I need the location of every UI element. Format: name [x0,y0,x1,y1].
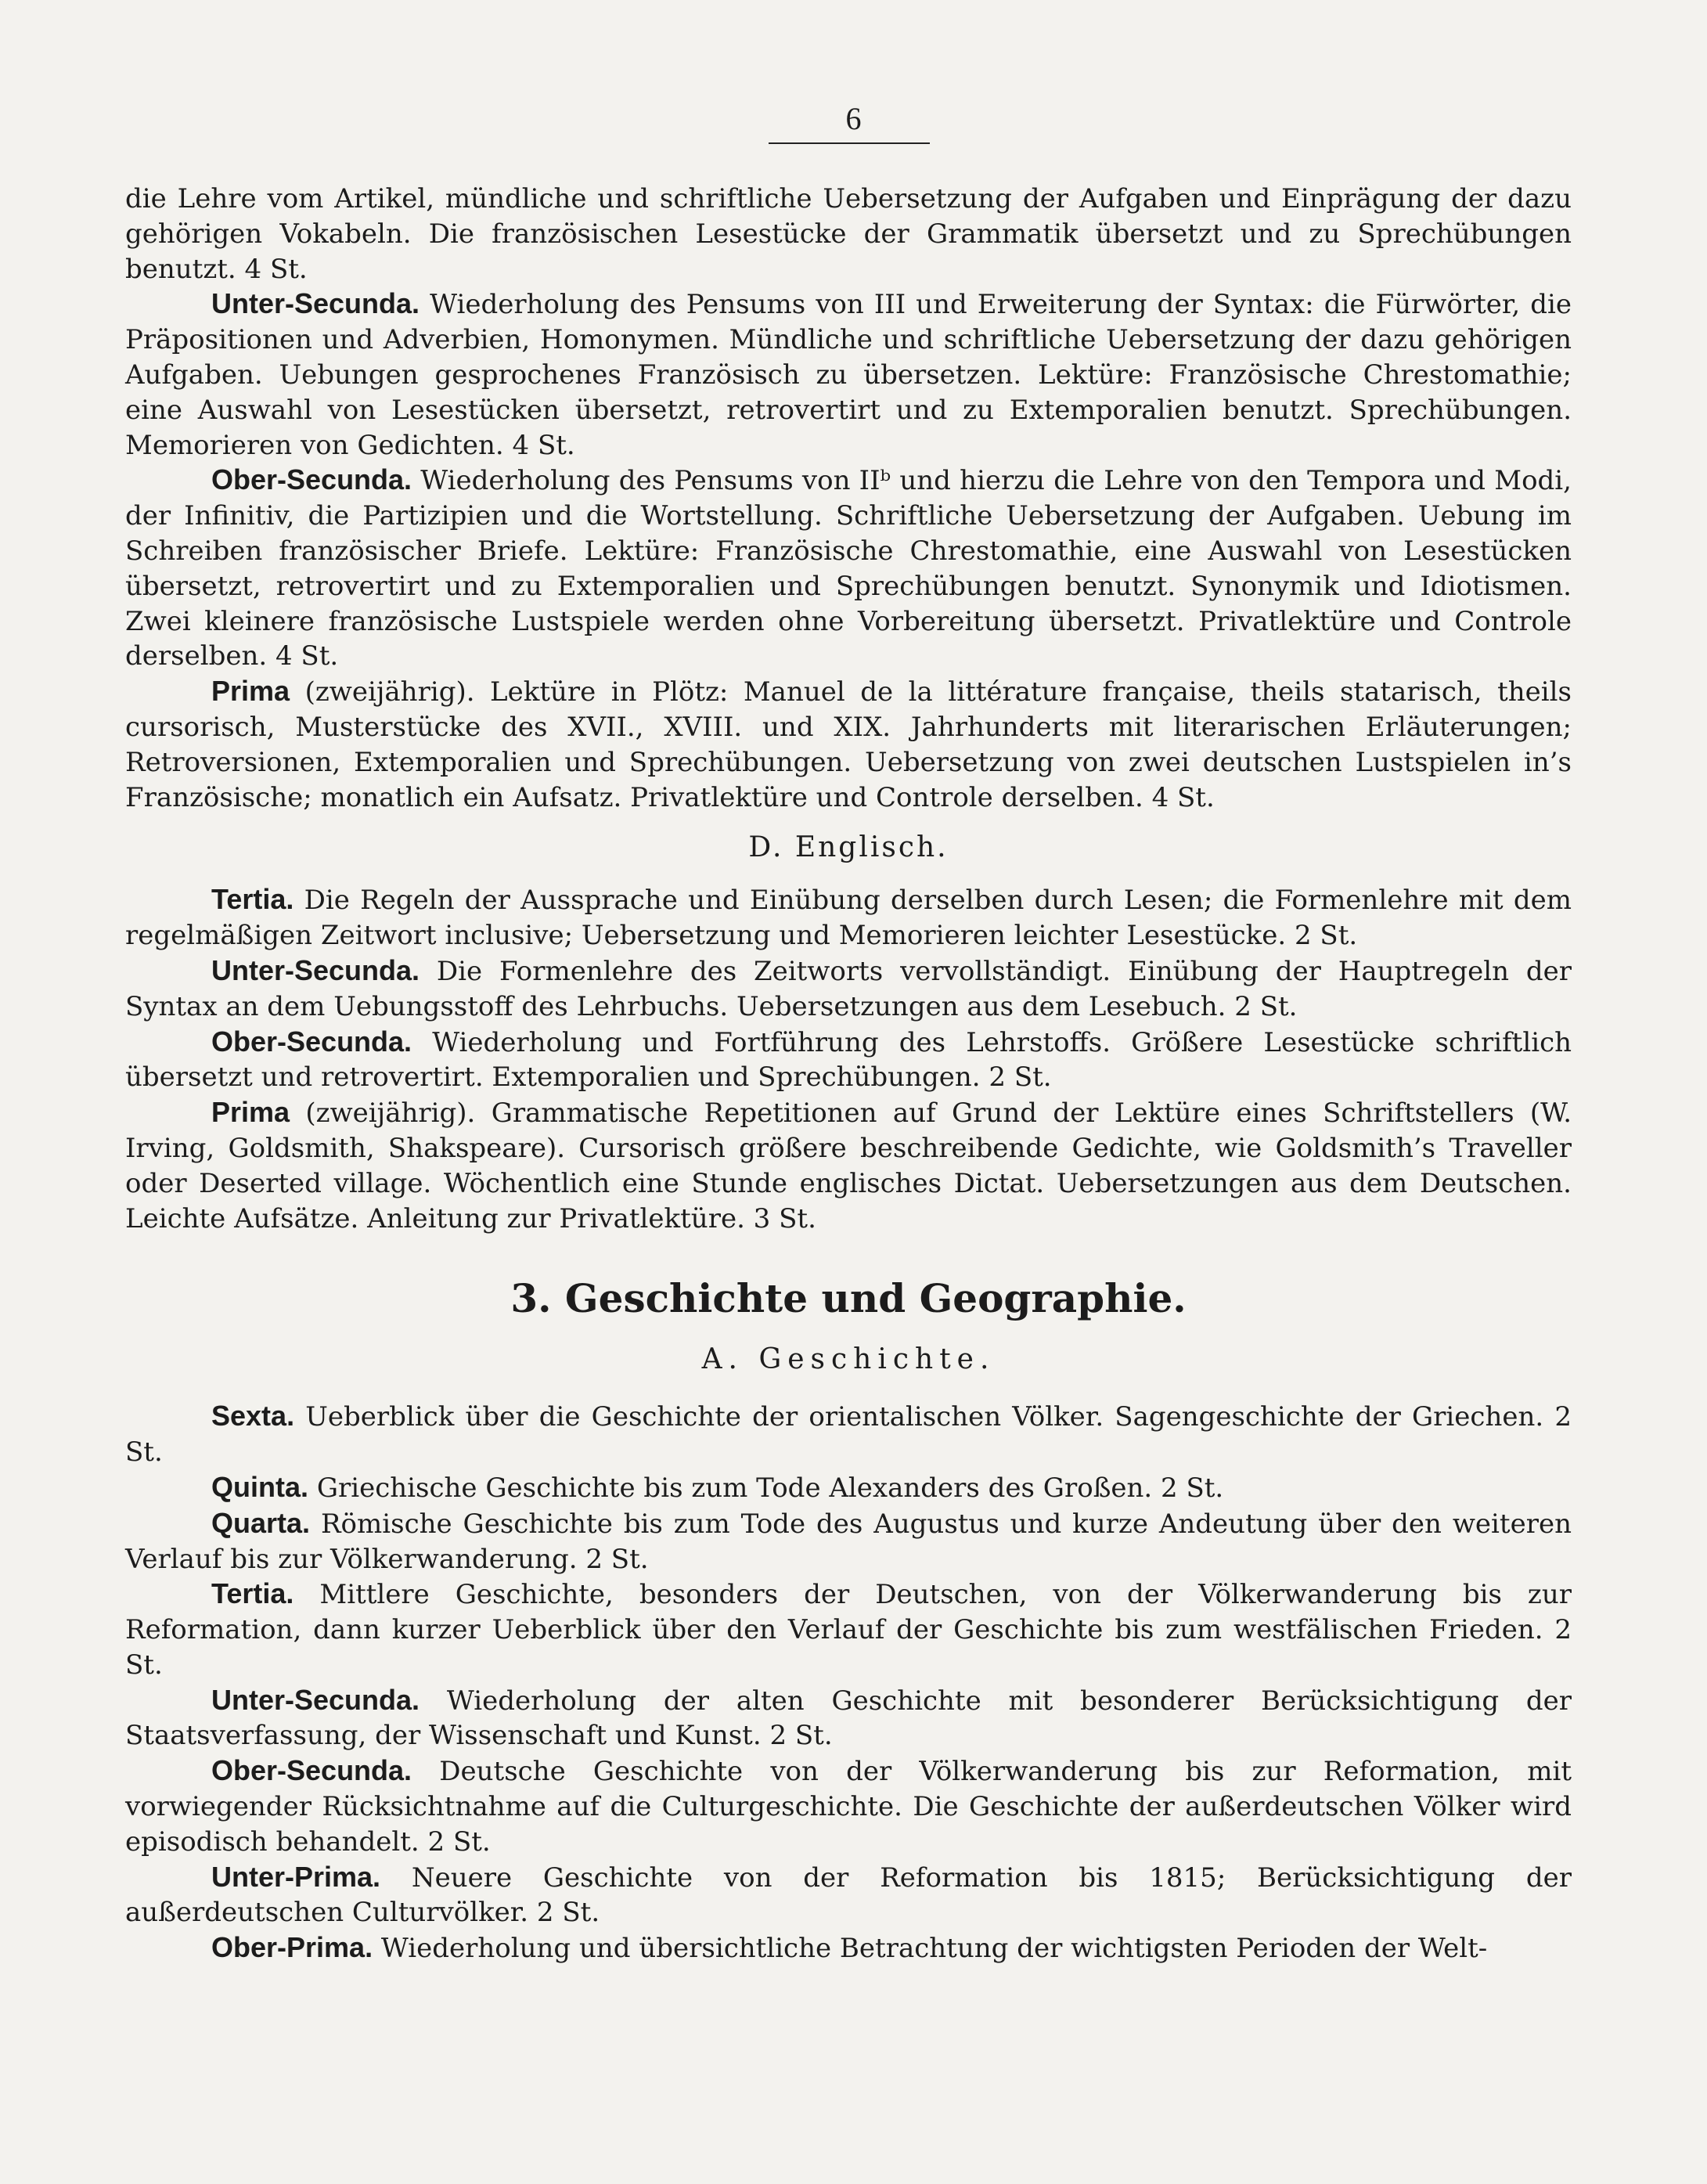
history-entry-quinta [125,1470,1572,1506]
french-entry-prima [125,674,1572,815]
page-number: 6 [845,101,862,136]
entry-label: Unter-Secunda. [211,287,420,320]
entry-text: Mittlere Geschichte, besonders der Deutschen, von der Völkerwanderung bis zur Reformation, dann kurzer Ueberblick über den Verlauf der Geschichte bis zum westfälischen Frieden. 2 St. [125,1579,1572,1681]
entry-label: Unter-Secunda. [211,953,420,986]
french-entry-unter-secunda [125,287,1572,463]
entry-text: Ueberblick über die Geschichte der orientalischen Völker. Sagengeschichte der Griechen. 2 St. [125,1401,1572,1469]
entry-text: Griechische Geschichte bis zum Tode Alexanders des Großen. 2 St. [316,1472,1224,1504]
page-body [125,182,1572,1966]
entry-text: Deutsche Geschichte von der Völkerwanderung bis zur Reformation, mit vorwiegender Rücksichtnahme auf die Culturgeschichte. Die Geschichte der außerdeutschen Völker wird episodisch behandelt. 2 St. [125,1756,1572,1858]
entry-text: Wiederholung des Pensums von III und Erweiterung der Syntax: die Fürwörter, die Präpositionen und Adverbien, Homonymen. Mündliche und schriftliche Uebersetzung der dazu gehörigen Aufgaben. Uebungen gesprochenes Französisch zu übersetzen. Lektüre: Französische Chrestomathie; eine Auswahl von Lesestücken übersetzt, retrovertirt und zu Extemporalien benutzt. Sprechübungen. Memorieren von Gedichten. 4 St. [125,289,1572,461]
history-entry-ober-prima [125,1930,1572,1966]
entry-text: Wiederholung und Fortführung des Lehrstoffs. Größere Lesestücke schriftlich übersetzt und retrovertirt. Extemporalien und Sprechübungen. 2 St. [125,1026,1572,1094]
header-rule [769,142,930,144]
entry-label: Sexta. [211,1400,295,1433]
entry-text: Römische Geschichte bis zum Tode des Augustus und kurze Andeutung über den weiteren Verlauf bis zur Völkerwanderung. 2 St. [125,1508,1572,1575]
entry-label: Tertia. [211,883,294,916]
entry-label: Ober-Secunda. [211,463,412,496]
history-entry-sexta [125,1399,1572,1470]
entry-label: Prima [211,675,290,708]
english-entry-tertia [125,882,1572,953]
history-entry-ober-secunda [125,1753,1572,1859]
history-subheading: A. Geschichte. [701,1343,996,1376]
entry-label: Ober-Prima. [211,1931,373,1964]
entry-label: Prima [211,1096,290,1129]
english-entry-prima [125,1095,1572,1236]
entry-text: Die Regeln der Aussprache und Einübung derselben durch Lesen; die Formenlehre mit dem regelmäßigen Zeitwort inclusive; Uebersetzung und Memorieren leichter Lesestücke. 2 St. [125,885,1572,952]
entry-label: Unter-Prima. [211,1860,381,1893]
entry-label: Unter-Secunda. [211,1683,420,1716]
french-continuation: die Lehre vom Artikel, mündliche und schriftliche Uebersetzung der Aufgaben und Einprägung der dazu gehörigen Vokabeln. Die französischen Lesestücke der Grammatik übersetzt und zu Sprechübungen benutzt. 4 St. [125,183,1572,285]
history-entry-quarta [125,1506,1572,1577]
entry-text: Neuere Geschichte von der Reformation bis 1815; Berücksichtigung der außerdeutschen Culturvölker. 2 St. [125,1861,1572,1929]
entry-text: Wiederholung der alten Geschichte mit besonderer Berücksichtigung der Staatsverfassung, der Wissenschaft und Kunst. 2 St. [125,1685,1572,1752]
entry-text: Die Formenlehre des Zeitworts vervollständigt. Einübung der Hauptregeln der Syntax an dem Uebungsstoff des Lehrbuchs. Uebersetzungen aus dem Lesebuch. 2 St. [125,955,1572,1022]
history-entry-unter-secunda [125,1683,1572,1754]
entry-label: Quinta. [211,1470,308,1503]
english-entry-unter-secunda [125,953,1572,1025]
history-entry-unter-prima [125,1860,1572,1931]
english-heading: D. Englisch. [748,831,949,864]
french-entry-ober-secunda [125,463,1572,674]
entry-label: Ober-Secunda. [211,1025,412,1058]
english-entry-ober-secunda [125,1025,1572,1096]
entry-text: (zweijährig). Lektüre in Plötz: Manuel de la littérature française, theils statarisch, theils cursorisch, Musterstücke des XVII., XVIII. und XIX. Jahrhunderts mit literarischen Erläuterungen; Retroversionen, Extemporalien und Sprechübungen. Uebersetzung von zwei deutschen Lustspielen in’s Französische; monatlich ein Aufsatz. Privatlektüre und Controle derselben. 4 St. [125,676,1572,813]
entry-label: Tertia. [211,1577,294,1610]
section-heading-history-geography: 3. Geschichte und Geographie. [510,1275,1187,1322]
entry-text: Wiederholung und übersichtliche Betrachtung der wichtigsten Perioden der Welt- [380,1933,1488,1965]
entry-label: Quarta. [211,1506,311,1539]
history-entry-tertia [125,1577,1572,1682]
entry-label: Ober-Secunda. [211,1754,412,1787]
entry-text: (zweijährig). Grammatische Repetitionen auf Grund der Lektüre eines Schriftstellers (W. Irving, Goldsmith, Shakspeare). Cursorisch größere beschreibende Gedichte, wie Goldsmith’s Traveller oder Deserted village. Wöchentlich eine Stunde englisches Dictat. Uebersetzungen aus dem Deutschen. Leichte Aufsätze. Anleitung zur Privatlektüre. 3 St. [125,1097,1572,1234]
entry-text: Wiederholung des Pensums von IIᵇ und hierzu die Lehre von den Tempora und Modi, der Infinitiv, die Partizipien und die Wortstellung. Schriftliche Uebersetzung der Aufgaben. Uebung im Schreiben französischer Briefe. Lektüre: Französische Chrestomathie, eine Auswahl von Lesestücken übersetzt, retrovertirt und zu Extemporalien und Sprechübungen benutzt. Synonymik und Idiotismen. Zwei kleinere französische Lustspiele werden ohne Vorbereitung übersetzt. Privatlektüre und Controle derselben. 4 St. [125,465,1572,672]
